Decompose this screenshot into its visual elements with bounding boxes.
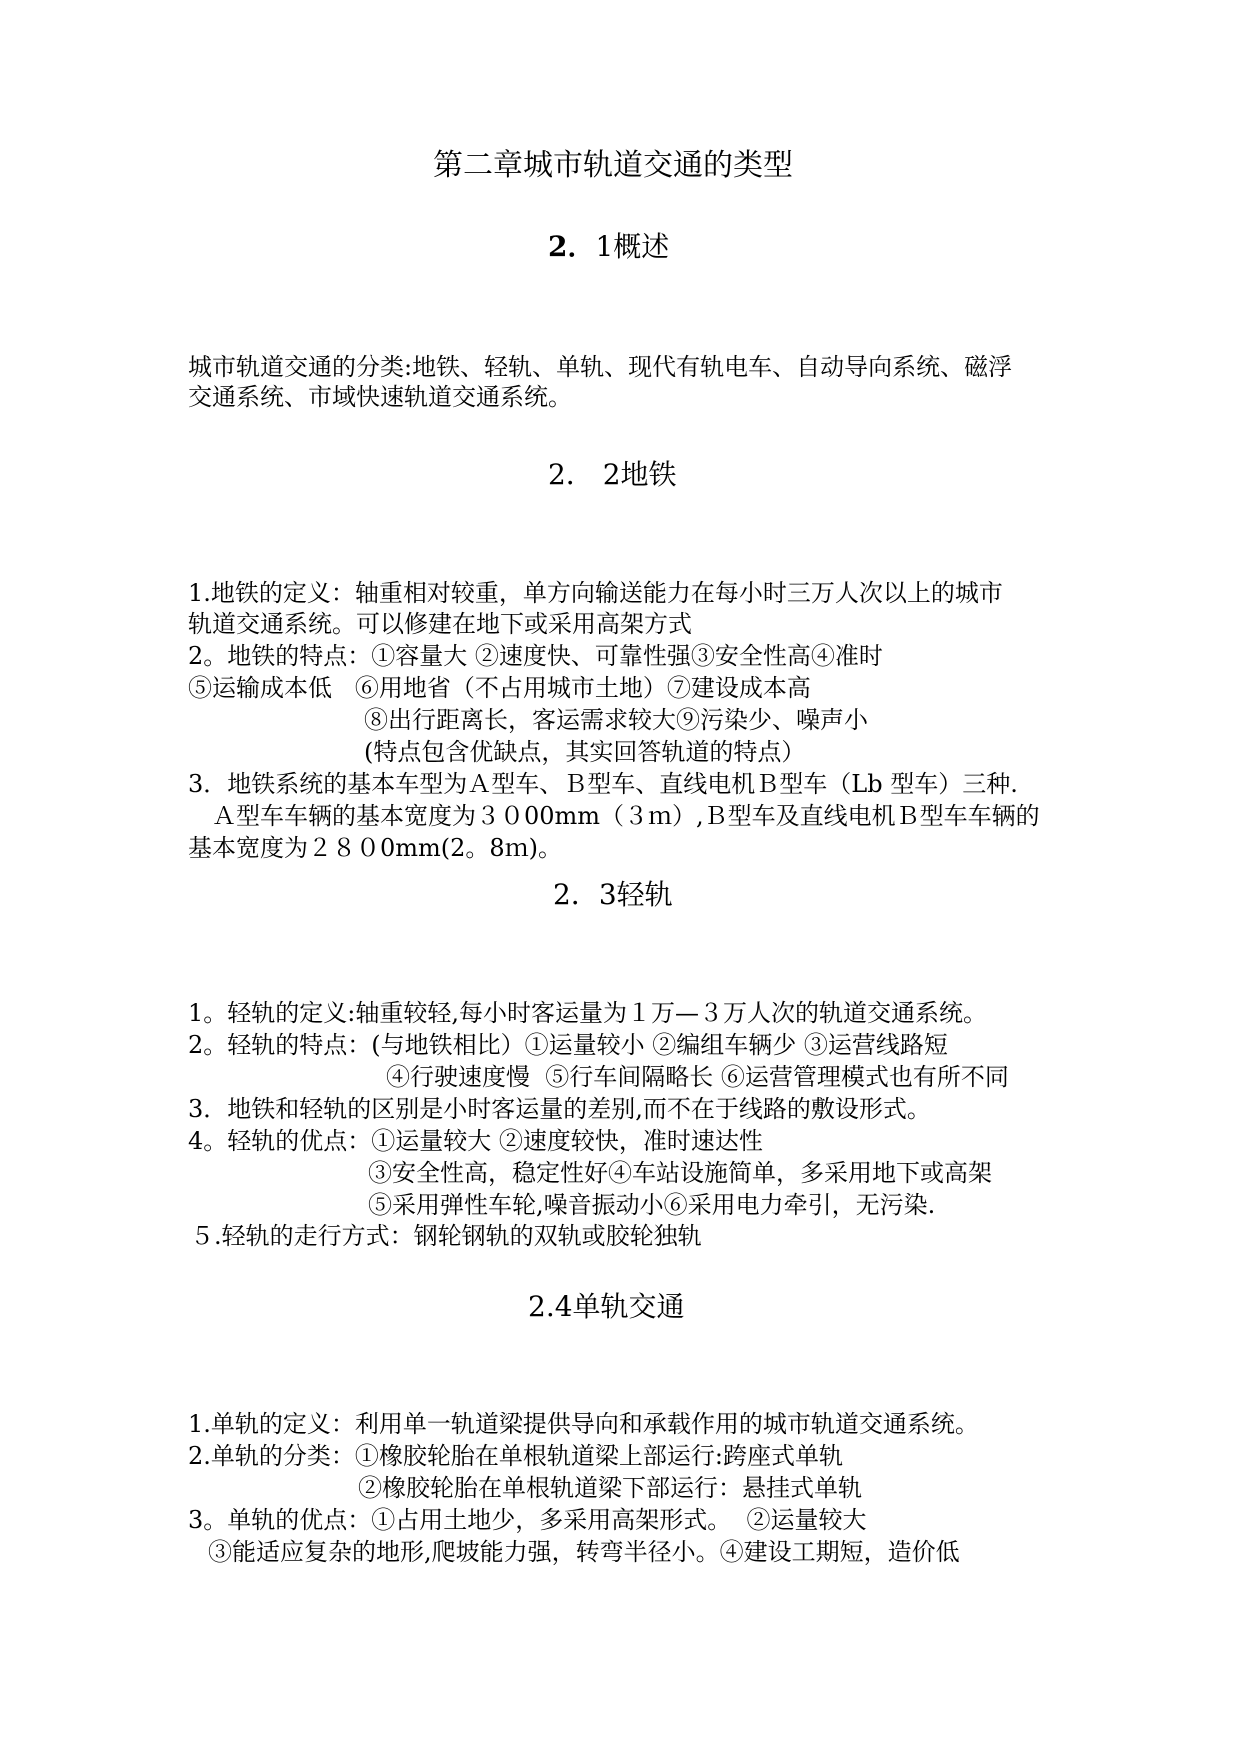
section-title: 1概述 — [595, 230, 670, 263]
chapter-title: 第二章城市轨道交通的类型 — [433, 148, 793, 183]
paragraph-line: 1。轻轨的定义:轴重较轻,每小时客运量为１万—３万人次的轨道交通系统。 — [188, 999, 987, 1027]
paragraph-line: 2。地铁的特点：①容量大 ②速度快、可靠性强③安全性高④准时 — [188, 642, 883, 670]
paragraph-line: 1.地铁的定义：轴重相对较重，单方向输送能力在每小时三万人次以上的城市 — [188, 579, 1003, 607]
paragraph-line: 基本宽度为２８０0mm(2。8ｍ)。 — [188, 834, 563, 862]
paragraph-line: 3．地铁系统的基本车型为Ａ型车、Ｂ型车、直线电机Ｂ型车（Lb 型车）三种. — [188, 770, 1018, 798]
paragraph-line: 1.单轨的定义：利用单一轨道梁提供导向和承载作用的城市轨道交通系统。 — [188, 1410, 979, 1438]
paragraph-line: ⑧出行距离长，客运需求较大⑨污染少、噪声小 — [364, 706, 868, 734]
paragraph-line: 2.单轨的分类：①橡胶轮胎在单根轨道梁上部运行:跨座式单轨 — [188, 1442, 843, 1470]
paragraph-line: ５.轻轨的走行方式：钢轮钢轨的双轨或胶轮独轨 — [190, 1222, 702, 1250]
section-heading-light-rail: 2．3轻轨 — [553, 878, 673, 911]
paragraph-line: ③安全性高，稳定性好④车站设施简单，多采用地下或高架 — [368, 1159, 992, 1187]
paragraph-line: 4。轻轨的优点：①运量较大 ②速度较快，准时速达性 — [188, 1127, 763, 1155]
paragraph-line: 交通系统、市域快速轨道交通系统。 — [188, 383, 572, 411]
paragraph-line: Ａ型车车辆的基本宽度为３０00mm（３ｍ）,Ｂ型车及直线电机Ｂ型车车辆的 — [212, 802, 1040, 830]
section-heading-subway: 2． 2地铁 — [548, 458, 677, 491]
paragraph-line: ②橡胶轮胎在单根轨道梁下部运行：悬挂式单轨 — [358, 1474, 862, 1502]
section-heading-monorail: 2.4单轨交通 — [528, 1290, 685, 1323]
section-number: 2． — [548, 230, 596, 263]
paragraph-line: ④行驶速度慢 ⑤行车间隔略长 ⑥运营管理模式也有所不同 — [386, 1063, 1009, 1091]
paragraph-line: 3．地铁和轻轨的区别是小时客运量的差别,而不在于线路的敷设形式。 — [188, 1095, 931, 1123]
section-heading-overview — [548, 230, 669, 264]
paragraph-line: (特点包含优缺点，其实回答轨道的特点） — [364, 738, 806, 766]
paragraph-line: ⑤采用弹性车轮,噪音振动小⑥采用电力牵引，无污染. — [368, 1191, 936, 1219]
paragraph-line: 3。单轨的优点：①占用土地少，多采用高架形式。 ②运量较大 — [188, 1506, 867, 1534]
paragraph-line: 城市轨道交通的分类:地铁、轻轨、单轨、现代有轨电车、自动导向系统、磁浮 — [188, 353, 1013, 381]
paragraph-line: ⑤运输成本低 ⑥用地省（不占用城市土地）⑦建设成本高 — [188, 674, 811, 702]
paragraph-line: ③能适应复杂的地形,爬坡能力强，转弯半径小。④建设工期短，造价低 — [208, 1538, 960, 1566]
paragraph-line: 2。轻轨的特点：(与地铁相比）①运量较小 ②编组车辆少 ③运营线路短 — [188, 1031, 948, 1059]
paragraph-line: 轨道交通系统。可以修建在地下或采用高架方式 — [188, 610, 692, 638]
